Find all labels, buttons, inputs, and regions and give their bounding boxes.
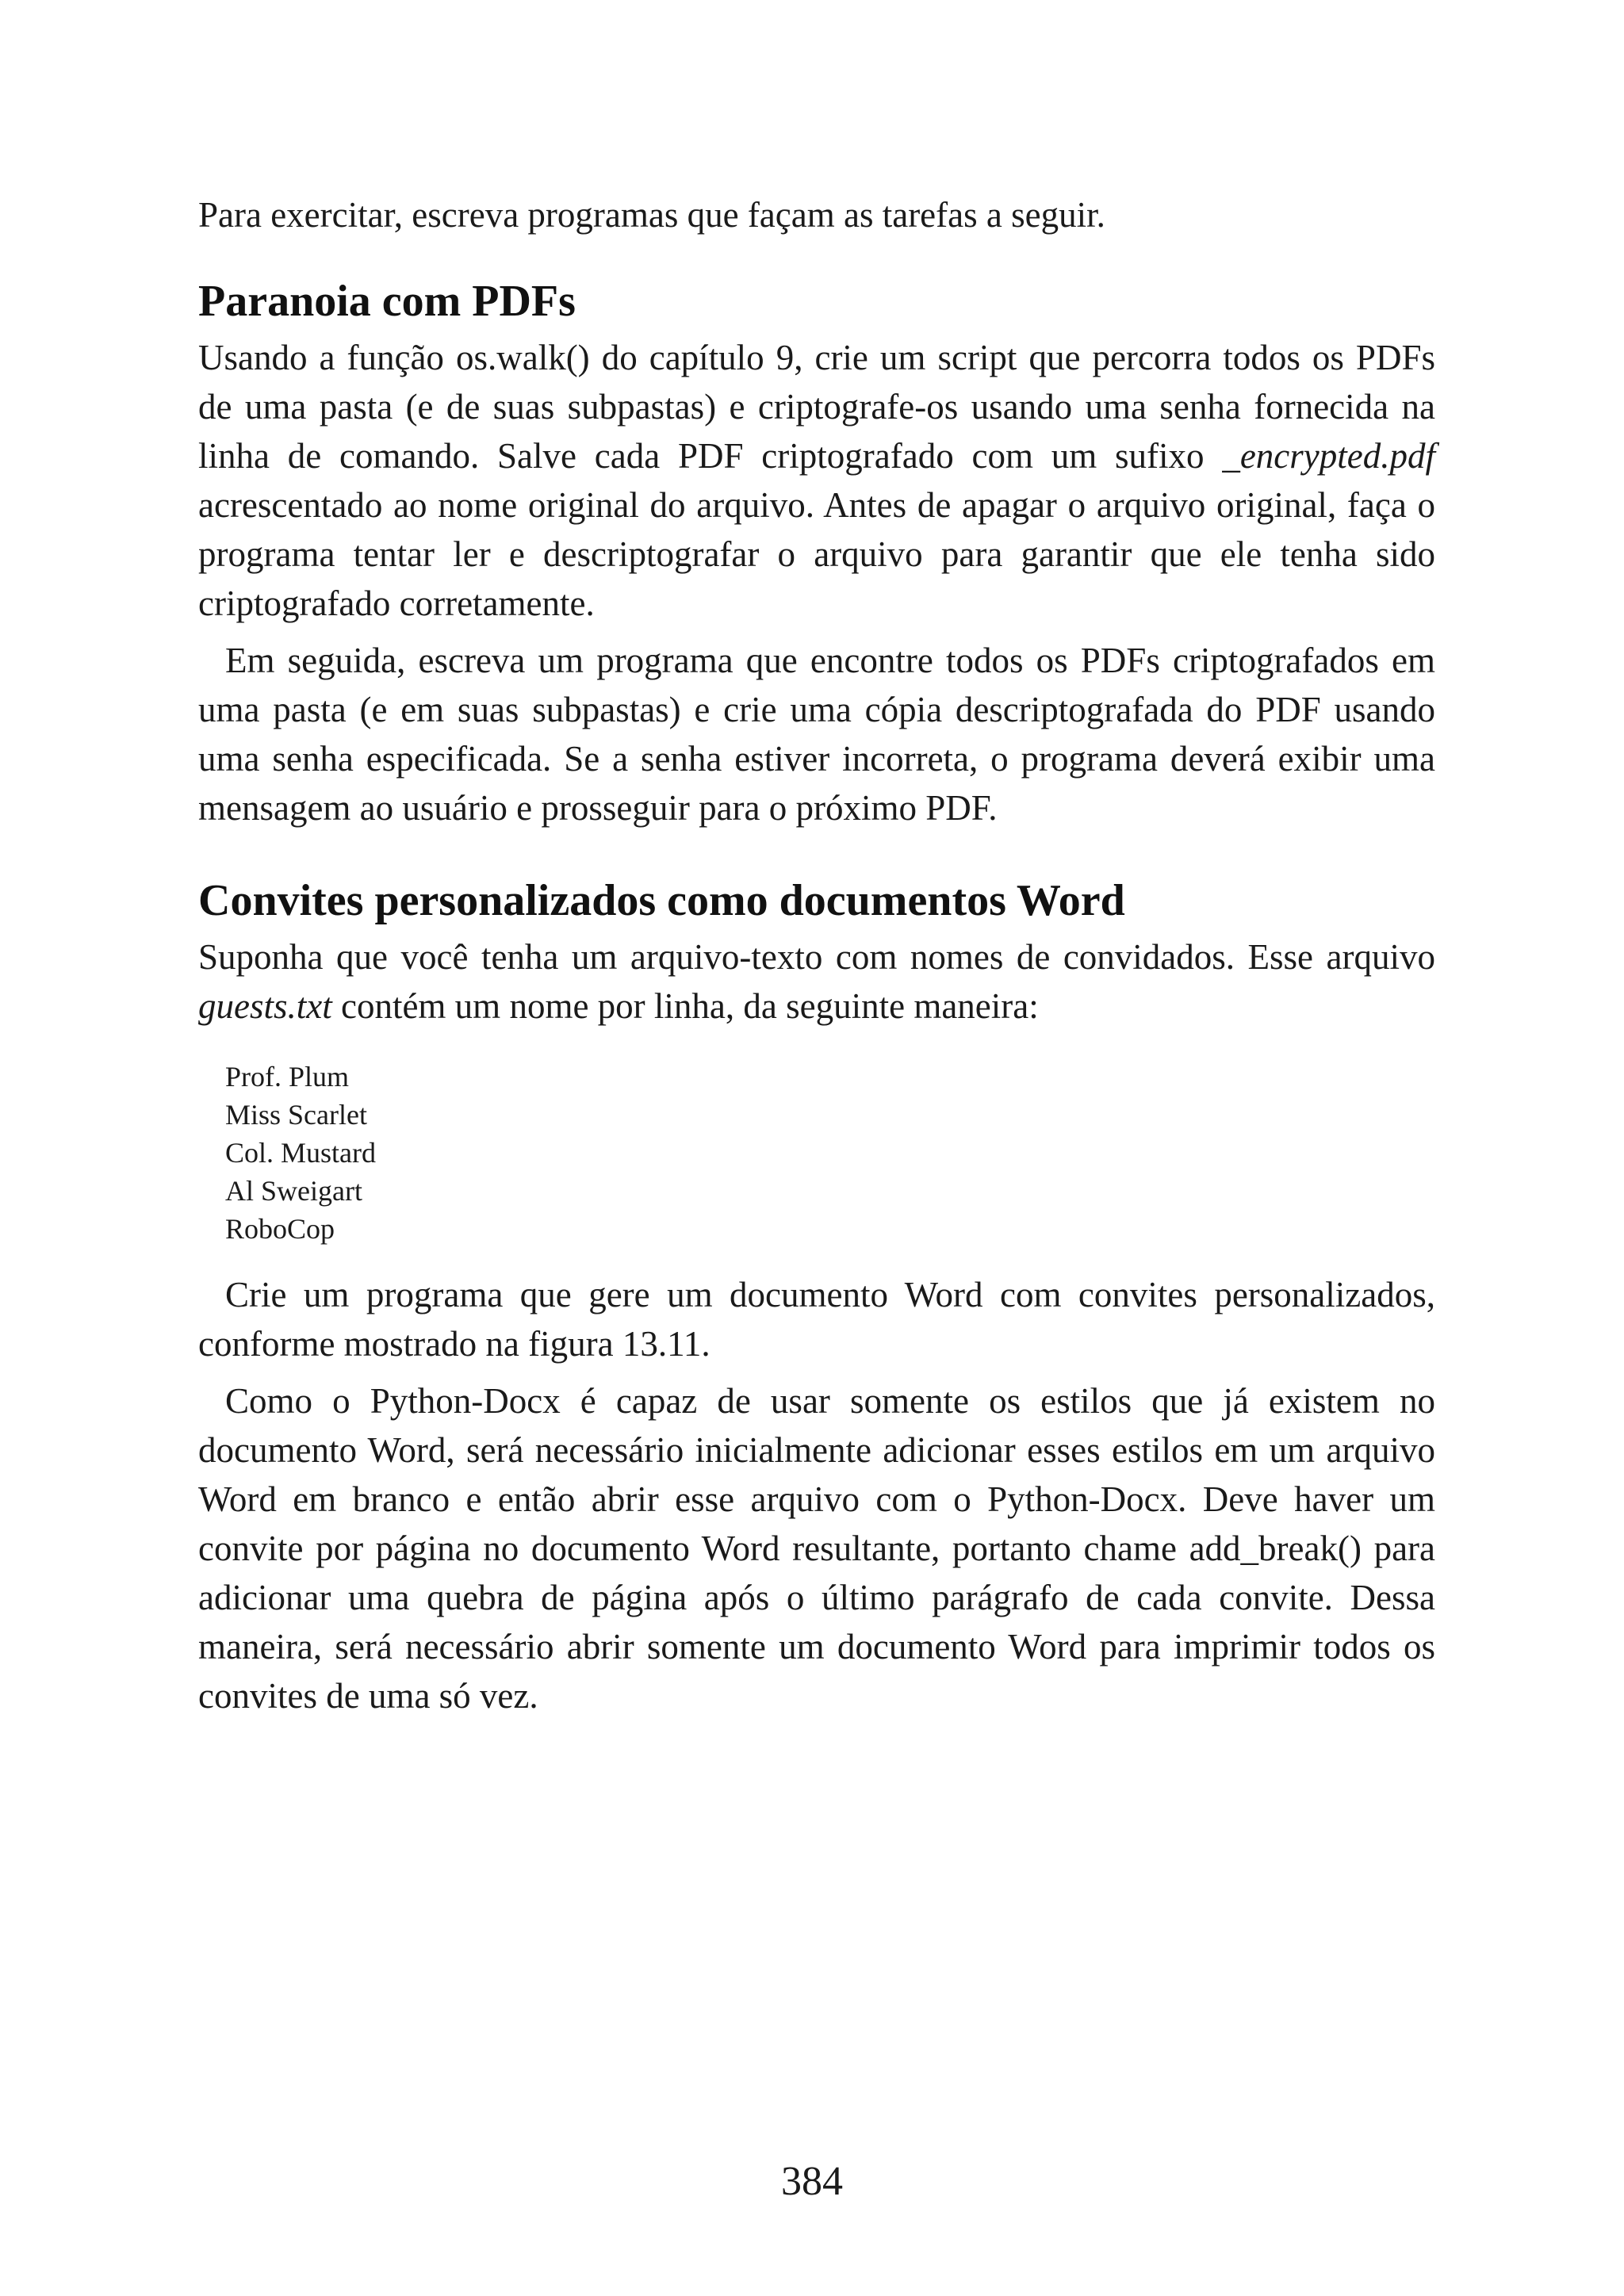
word-paragraph-1-text-b: contém um nome por linha, da seguinte maneira: (331, 986, 1039, 1026)
pdf-paragraph-1-text-a: Usando a função os.walk() do capítulo 9, crie um script que percorra todos os PDFs de uma pasta (e de suas subpastas) e criptografe-os usando uma senha fornecida na linha de comando. Salve cada PDF criptografado com um sufixo (198, 338, 1435, 476)
guest-list-item: Miss Scarlet (225, 1099, 367, 1131)
encrypted-suffix: _encrypted.pdf (1222, 436, 1435, 476)
word-paragraph-1-text-a: Suponha que você tenha um arquivo-texto com nomes de convidados. Esse arquivo (198, 937, 1435, 977)
guest-list-item: Al Sweigart (225, 1175, 362, 1207)
pdf-paragraph-2: Em seguida, escreva um programa que encontre todos os PDFs criptografados em uma pasta (e em suas subpastas) e crie uma cópia descriptografada do PDF usando uma senha especificada. Se a senha estiver incorreta, o programa deverá exibir uma mensagem ao usuário e prosseguir para o próximo PDF. (198, 641, 1435, 828)
guest-list-item: Col. Mustard (225, 1137, 377, 1169)
page-content (198, 190, 1435, 1720)
word-paragraph-2: Crie um programa que gere um documento Word com convites personalizados, conforme mostrado na figura 13.11. (198, 1275, 1435, 1364)
pdf-paragraph-1-text-b: acrescentado ao nome original do arquivo. Antes de apagar o arquivo original, faça o programa tentar ler e descriptografar o arquivo para garantir que ele tenha sido criptografado corretamente. (198, 485, 1435, 623)
word-paragraph-3: Como o Python-Docx é capaz de usar somente os estilos que já existem no documento Word, será necessário inicialmente adicionar esses estilos em um arquivo Word em branco e então abrir esse arquivo com o Python-Docx. Deve haver um convite por página no documento Word resultante, portanto chame add_break() para adicionar uma quebra de página após o último parágrafo de cada convite. Dessa maneira, será necessário abrir somente um documento Word para imprimir todos os convites de uma só vez. (198, 1381, 1435, 1716)
guest-list-item: RoboCop (225, 1213, 335, 1245)
word-paragraph-1 (198, 932, 1435, 1031)
pdf-paragraph-1 (198, 333, 1435, 628)
section-heading-pdf: Paranoia com PDFs (198, 277, 576, 326)
page-number: 384 (781, 2159, 843, 2204)
section-heading-word: Convites personalizados como documentos Word (198, 876, 1125, 925)
guest-list-item: Prof. Plum (225, 1061, 350, 1093)
intro-paragraph: Para exercitar, escreva programas que façam as tarefas a seguir. (198, 195, 1105, 235)
guest-list (225, 1058, 1435, 1248)
guests-filename: guests.txt (198, 986, 332, 1026)
